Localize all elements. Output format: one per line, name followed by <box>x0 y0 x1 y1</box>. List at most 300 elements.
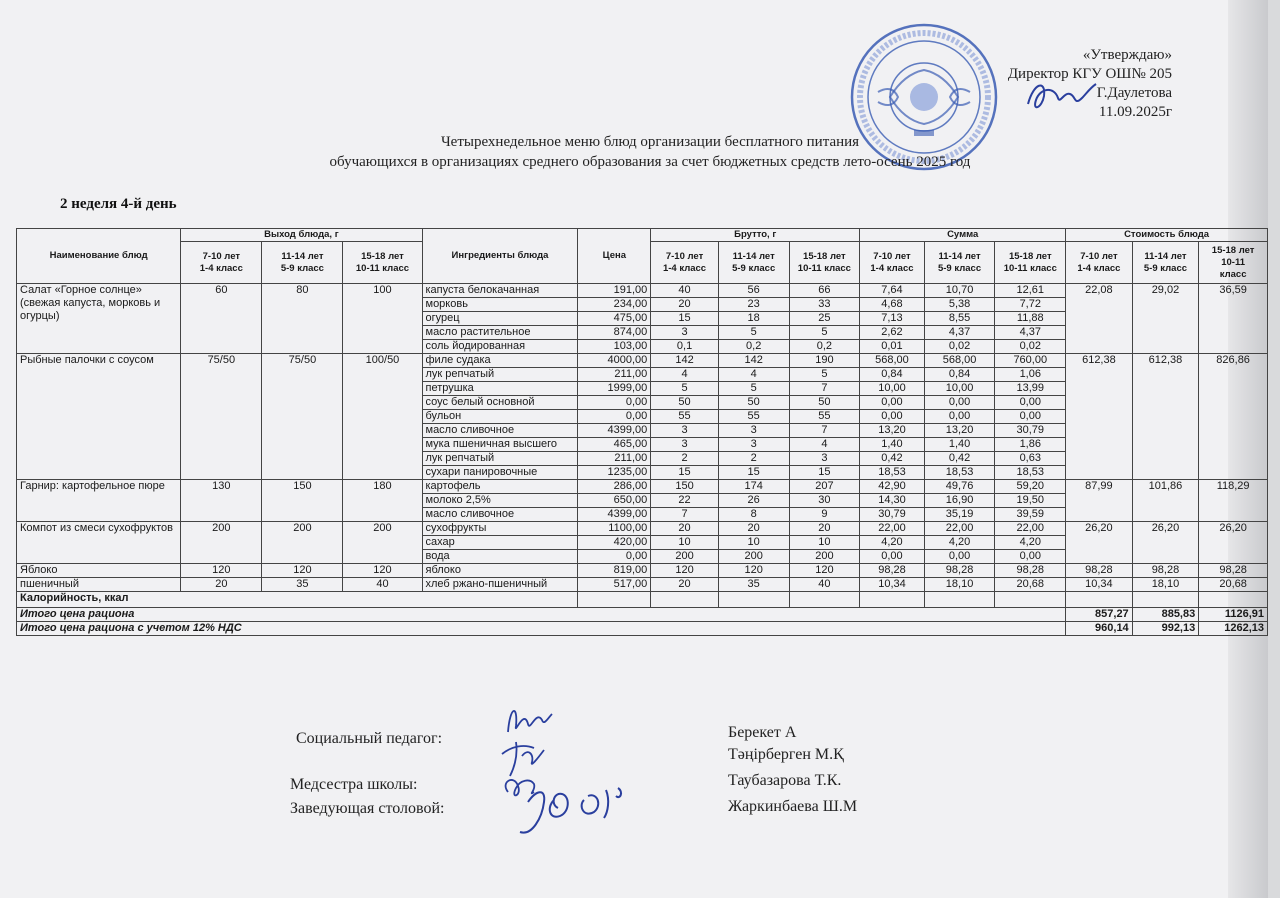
age-range: 11-14 лет <box>1144 250 1187 262</box>
brutto-value: 10 <box>651 536 719 550</box>
grade-range: 1-4 класс <box>199 262 243 274</box>
brutto-value: 0,2 <box>718 340 789 354</box>
age-range: 7-10 лет <box>202 250 241 262</box>
empty-cell <box>789 592 860 608</box>
brutto-value: 26 <box>718 494 789 508</box>
sum-value: 12,61 <box>995 284 1066 298</box>
total-vat-row-value: 992,13 <box>1132 622 1199 636</box>
brutto-value: 3 <box>718 438 789 452</box>
grade-range: 1-4 класс <box>870 262 914 274</box>
dish-cost: 98,28 <box>1132 564 1199 578</box>
ingredient-price: 103,00 <box>578 340 651 354</box>
total-row-value: 857,27 <box>1066 608 1133 622</box>
sum-value: 35,19 <box>924 508 995 522</box>
table-body <box>17 284 1268 636</box>
brutto-value: 120 <box>718 564 789 578</box>
sum-value: 5,38 <box>924 298 995 312</box>
sum-value: 22,00 <box>995 522 1066 536</box>
canteen-head-name: Жаркинбаева Ш.М <box>728 798 858 815</box>
dish-cost: 98,28 <box>1199 564 1268 578</box>
sum-value: 19,50 <box>995 494 1066 508</box>
dish-output: 180 <box>343 480 422 522</box>
empty-cell <box>860 592 924 608</box>
ingredient-name: хлеб ржано-пшеничный <box>422 578 578 592</box>
grade-range: 10-11 <box>1221 256 1245 268</box>
sum-value: 0,00 <box>924 410 995 424</box>
sum-value: 13,20 <box>924 424 995 438</box>
sum-value: 49,76 <box>924 480 995 494</box>
age-range: 11-14 лет <box>281 250 324 262</box>
ingredient-name: картофель <box>422 480 578 494</box>
table-header <box>17 229 1268 284</box>
dish-cost: 22,08 <box>1066 284 1133 354</box>
ingredient-price: 234,00 <box>578 298 651 312</box>
grade-range: 5-9 класс <box>937 262 982 274</box>
brutto-value: 207 <box>789 480 860 494</box>
sum-value: 0,00 <box>995 396 1066 410</box>
sum-value: 18,53 <box>995 466 1066 480</box>
sum-value: 0,63 <box>995 452 1066 466</box>
sum-value: 13,20 <box>860 424 924 438</box>
ingredient-price: 1100,00 <box>578 522 651 536</box>
dish-name: Рыбные палочки с соусом <box>17 354 181 480</box>
brutto-value: 50 <box>789 396 860 410</box>
total-row <box>17 608 1268 622</box>
sum-value: 4,37 <box>995 326 1066 340</box>
social-pedagogue-name-1: Берекет А <box>728 724 797 741</box>
age-range: 15-18 лет <box>1211 244 1255 256</box>
sum-value: 0,00 <box>860 396 924 410</box>
output-age-15-18-header <box>343 242 422 284</box>
sum-value: 0,00 <box>860 410 924 424</box>
output-age-11-14-header <box>262 242 343 284</box>
sum-value: 98,28 <box>860 564 924 578</box>
sum-age-7-10-header <box>860 242 924 284</box>
sum-value: 39,59 <box>995 508 1066 522</box>
ingredient-name: бульон <box>422 410 578 424</box>
approval-line-2: Директор КГУ ОШ№ 205 <box>1007 66 1172 82</box>
grade-range: 5-9 класс <box>1143 262 1188 274</box>
dish-output: 75/50 <box>181 354 262 480</box>
header-ingredients: Ингредиенты блюда <box>422 229 578 284</box>
brutto-value: 50 <box>718 396 789 410</box>
empty-cell <box>1066 592 1133 608</box>
sum-value: 1,40 <box>860 438 924 452</box>
brutto-value: 5 <box>789 368 860 382</box>
age-range: 7-10 лет <box>665 250 704 262</box>
header-price: Цена <box>578 229 651 284</box>
ingredient-name: соус белый основной <box>422 396 578 410</box>
brutto-value: 3 <box>651 424 719 438</box>
brutto-value: 40 <box>651 284 719 298</box>
sum-value: 0,00 <box>924 550 995 564</box>
dish-cost: 10,34 <box>1066 578 1133 592</box>
sum-value: 4,68 <box>860 298 924 312</box>
day-label: 2 неделя 4-й день <box>60 196 177 212</box>
ingredient-price: 211,00 <box>578 452 651 466</box>
total-row-value: 1126,91 <box>1199 608 1268 622</box>
brutto-value: 7 <box>789 424 860 438</box>
grade-range: 10-11 класс <box>797 262 851 274</box>
table-row <box>17 354 1268 368</box>
dish-output: 130 <box>181 480 262 522</box>
dish-output: 120 <box>262 564 343 578</box>
nurse-role: Медсестра школы: <box>290 776 418 793</box>
brutto-value: 142 <box>651 354 719 368</box>
dish-output: 40 <box>343 578 422 592</box>
brutto-value: 30 <box>789 494 860 508</box>
empty-cell <box>995 592 1066 608</box>
dish-output: 100 <box>343 284 422 354</box>
ingredient-price: 1235,00 <box>578 466 651 480</box>
director-signature <box>1024 74 1100 118</box>
ingredient-name: сахар <box>422 536 578 550</box>
ingredient-name: вода <box>422 550 578 564</box>
ingredient-price: 819,00 <box>578 564 651 578</box>
table-row <box>17 480 1268 494</box>
age-range: 7-10 лет <box>873 250 911 262</box>
header-brutto: Брутто, г <box>651 229 860 242</box>
ingredient-price: 4000,00 <box>578 354 651 368</box>
brutto-age-7-10-header <box>651 242 719 284</box>
ingredient-name: мука пшеничная высшего <box>422 438 578 452</box>
brutto-value: 2 <box>651 452 719 466</box>
ingredient-name: масло сливочное <box>422 508 578 522</box>
sum-value: 0,02 <box>995 340 1066 354</box>
sum-value: 10,70 <box>924 284 995 298</box>
sum-value: 98,28 <box>924 564 995 578</box>
table-row <box>17 564 1268 578</box>
ingredient-name: лук репчатый <box>422 368 578 382</box>
brutto-value: 50 <box>651 396 719 410</box>
sum-value: 30,79 <box>860 508 924 522</box>
brutto-value: 15 <box>718 466 789 480</box>
dish-cost: 101,86 <box>1132 480 1199 522</box>
brutto-value: 0,2 <box>789 340 860 354</box>
sum-value: 7,13 <box>860 312 924 326</box>
sum-value: 14,30 <box>860 494 924 508</box>
dish-output: 20 <box>181 578 262 592</box>
brutto-value: 10 <box>789 536 860 550</box>
dish-cost: 26,20 <box>1199 522 1268 564</box>
brutto-value: 3 <box>651 326 719 340</box>
dish-cost: 826,86 <box>1199 354 1268 480</box>
brutto-value: 142 <box>718 354 789 368</box>
empty-cell <box>924 592 995 608</box>
dish-output: 75/50 <box>262 354 343 480</box>
dish-name: Салат «Горное солнце» (свежая капуста, морковь и огурцы) <box>17 284 181 354</box>
dish-output: 200 <box>262 522 343 564</box>
grade-range: 10-11 класс <box>355 262 410 274</box>
brutto-value: 20 <box>651 298 719 312</box>
brutto-value: 200 <box>789 550 860 564</box>
total-vat-row-value: 960,14 <box>1066 622 1133 636</box>
sum-value: 22,00 <box>924 522 995 536</box>
total-vat-row <box>17 622 1268 636</box>
dish-name: Гарнир: картофельное пюре <box>17 480 181 522</box>
dish-output: 200 <box>181 522 262 564</box>
brutto-value: 20 <box>789 522 860 536</box>
table-row <box>17 284 1268 298</box>
dish-cost: 98,28 <box>1066 564 1133 578</box>
brutto-age-15-18-header <box>789 242 860 284</box>
total-row-label: Итого цена рациона <box>17 608 1066 622</box>
ingredient-price: 4399,00 <box>578 508 651 522</box>
empty-cell <box>578 592 651 608</box>
ingredient-price: 0,00 <box>578 396 651 410</box>
social-pedagogue-name-2: Тәңірберген М.Қ <box>728 746 844 763</box>
sum-value: 0,84 <box>924 368 995 382</box>
brutto-value: 4 <box>718 368 789 382</box>
ingredient-name: огурец <box>422 312 578 326</box>
brutto-value: 3 <box>718 424 789 438</box>
title-line-2: обучающихся в организациях среднего образования за счет бюджетных средств лето-осень 2025 год <box>329 154 971 170</box>
ingredient-name: морковь <box>422 298 578 312</box>
age-range: 15-18 лет <box>803 250 846 262</box>
age-range: 11-14 лет <box>938 250 981 262</box>
staff-signatures <box>488 696 658 846</box>
sum-age-15-18-header <box>995 242 1066 284</box>
sum-value: 0,00 <box>995 410 1066 424</box>
brutto-value: 200 <box>718 550 789 564</box>
sum-value: 0,42 <box>924 452 995 466</box>
menu-table <box>16 228 1268 636</box>
brutto-value: 25 <box>789 312 860 326</box>
ingredient-name: сухофрукты <box>422 522 578 536</box>
social-pedagogue-role: Социальный педагог: <box>296 730 443 747</box>
sum-value: 0,01 <box>860 340 924 354</box>
brutto-value: 20 <box>651 578 719 592</box>
age-range: 15-18 лет <box>361 250 404 262</box>
calories-row <box>17 592 1268 608</box>
sum-value: 8,55 <box>924 312 995 326</box>
dish-cost: 612,38 <box>1132 354 1199 480</box>
ingredient-price: 4399,00 <box>578 424 651 438</box>
dish-output: 120 <box>343 564 422 578</box>
sum-value: 10,00 <box>924 382 995 396</box>
sum-value: 0,42 <box>860 452 924 466</box>
brutto-value: 2 <box>718 452 789 466</box>
sum-value: 20,68 <box>995 578 1066 592</box>
dish-output: 100/50 <box>343 354 422 480</box>
brutto-value: 4 <box>651 368 719 382</box>
document-title <box>250 132 1050 172</box>
grade-range: 5-9 класс <box>732 262 776 274</box>
brutto-value: 174 <box>718 480 789 494</box>
sum-value: 4,20 <box>995 536 1066 550</box>
total-row-value: 885,83 <box>1132 608 1199 622</box>
dish-output: 60 <box>181 284 262 354</box>
brutto-value: 120 <box>789 564 860 578</box>
brutto-value: 5 <box>789 326 860 340</box>
cost-age-7-10-header <box>1066 242 1133 284</box>
brutto-value: 3 <box>789 452 860 466</box>
sum-value: 10,34 <box>860 578 924 592</box>
ingredient-name: масло растительное <box>422 326 578 340</box>
sum-value: 760,00 <box>995 354 1066 368</box>
sum-value: 18,10 <box>924 578 995 592</box>
brutto-value: 33 <box>789 298 860 312</box>
brutto-value: 66 <box>789 284 860 298</box>
brutto-value: 7 <box>789 382 860 396</box>
ingredient-price: 0,00 <box>578 550 651 564</box>
sum-value: 7,64 <box>860 284 924 298</box>
table-row <box>17 522 1268 536</box>
sum-value: 30,79 <box>995 424 1066 438</box>
sum-value: 42,90 <box>860 480 924 494</box>
brutto-value: 120 <box>651 564 719 578</box>
brutto-value: 9 <box>789 508 860 522</box>
grade-suffix: класс <box>1219 268 1247 280</box>
dish-cost: 612,38 <box>1066 354 1133 480</box>
sum-value: 0,02 <box>924 340 995 354</box>
ingredient-price: 211,00 <box>578 368 651 382</box>
brutto-value: 56 <box>718 284 789 298</box>
grade-range: 5-9 класс <box>280 262 324 274</box>
ingredient-name: яблоко <box>422 564 578 578</box>
brutto-value: 35 <box>718 578 789 592</box>
empty-cell <box>651 592 719 608</box>
brutto-value: 190 <box>789 354 860 368</box>
ingredient-name: молоко 2,5% <box>422 494 578 508</box>
brutto-value: 5 <box>718 382 789 396</box>
brutto-value: 5 <box>718 326 789 340</box>
sum-value: 568,00 <box>924 354 995 368</box>
age-range: 11-14 лет <box>732 250 775 262</box>
brutto-value: 55 <box>718 410 789 424</box>
brutto-age-11-14-header <box>718 242 789 284</box>
brutto-value: 18 <box>718 312 789 326</box>
dish-cost: 87,99 <box>1066 480 1133 522</box>
sum-value: 1,86 <box>995 438 1066 452</box>
ingredient-price: 465,00 <box>578 438 651 452</box>
brutto-value: 22 <box>651 494 719 508</box>
grade-range: 10-11 класс <box>1003 262 1057 274</box>
brutto-value: 15 <box>651 312 719 326</box>
sum-value: 98,28 <box>995 564 1066 578</box>
nurse-name: Таубазарова Т.К. <box>728 772 842 789</box>
dish-cost: 20,68 <box>1199 578 1268 592</box>
ingredient-name: сухари панировочные <box>422 466 578 480</box>
sum-value: 16,90 <box>924 494 995 508</box>
dish-name: Компот из смеси сухофруктов <box>17 522 181 564</box>
ingredient-price: 517,00 <box>578 578 651 592</box>
ingredient-price: 191,00 <box>578 284 651 298</box>
header-sum: Сумма <box>860 229 1066 242</box>
dish-output: 80 <box>262 284 343 354</box>
age-range: 7-10 лет <box>1080 250 1118 262</box>
header-dish: Наименование блюд <box>17 229 181 284</box>
sum-value: 4,37 <box>924 326 995 340</box>
table-row <box>17 578 1268 592</box>
dish-cost: 26,20 <box>1132 522 1199 564</box>
dish-output: 35 <box>262 578 343 592</box>
brutto-value: 4 <box>789 438 860 452</box>
empty-cell <box>1199 592 1268 608</box>
dish-output: 150 <box>262 480 343 522</box>
approval-line-4: 11.09.2025г <box>1098 104 1172 120</box>
brutto-value: 55 <box>651 410 719 424</box>
sum-value: 0,00 <box>924 396 995 410</box>
brutto-value: 0,1 <box>651 340 719 354</box>
sum-value: 7,72 <box>995 298 1066 312</box>
brutto-value: 8 <box>718 508 789 522</box>
approval-line-3: Г.Даулетова <box>1096 85 1172 101</box>
ingredient-name: масло сливочное <box>422 424 578 438</box>
header-output: Выход блюда, г <box>181 229 422 242</box>
brutto-value: 7 <box>651 508 719 522</box>
ingredient-price: 650,00 <box>578 494 651 508</box>
sum-value: 0,00 <box>860 550 924 564</box>
canteen-head-role: Заведующая столовой: <box>290 800 445 817</box>
ingredient-price: 286,00 <box>578 480 651 494</box>
dish-cost: 36,59 <box>1199 284 1268 354</box>
sum-value: 59,20 <box>995 480 1066 494</box>
brutto-value: 150 <box>651 480 719 494</box>
sum-value: 22,00 <box>860 522 924 536</box>
brutto-value: 15 <box>789 466 860 480</box>
sum-value: 11,88 <box>995 312 1066 326</box>
grade-range: 1-4 класс <box>662 262 707 274</box>
empty-cell <box>718 592 789 608</box>
dish-name: Яблоко <box>17 564 181 578</box>
sum-value: 4,20 <box>860 536 924 550</box>
ingredient-price: 874,00 <box>578 326 651 340</box>
brutto-value: 20 <box>718 522 789 536</box>
ingredient-name: петрушка <box>422 382 578 396</box>
dish-cost: 118,29 <box>1199 480 1268 522</box>
grade-range: 1-4 класс <box>1077 262 1121 274</box>
ingredient-name: соль йодированная <box>422 340 578 354</box>
brutto-value: 20 <box>651 522 719 536</box>
sum-value: 13,99 <box>995 382 1066 396</box>
ingredient-price: 475,00 <box>578 312 651 326</box>
ingredient-price: 420,00 <box>578 536 651 550</box>
brutto-value: 23 <box>718 298 789 312</box>
header-cost: Стоимость блюда <box>1066 229 1268 242</box>
dish-name: пшеничный <box>17 578 181 592</box>
ingredient-price: 1999,00 <box>578 382 651 396</box>
dish-cost: 29,02 <box>1132 284 1199 354</box>
ingredient-name: филе судака <box>422 354 578 368</box>
total-vat-row-value: 1262,13 <box>1199 622 1268 636</box>
sum-value: 2,62 <box>860 326 924 340</box>
brutto-value: 10 <box>718 536 789 550</box>
sum-value: 568,00 <box>860 354 924 368</box>
sum-value: 4,20 <box>924 536 995 550</box>
brutto-value: 200 <box>651 550 719 564</box>
sum-value: 1,40 <box>924 438 995 452</box>
dish-cost: 26,20 <box>1066 522 1133 564</box>
dish-output: 200 <box>343 522 422 564</box>
cost-age-11-14-header <box>1132 242 1199 284</box>
sum-age-11-14-header <box>924 242 995 284</box>
sum-value: 0,00 <box>995 550 1066 564</box>
empty-cell <box>1132 592 1199 608</box>
brutto-value: 40 <box>789 578 860 592</box>
total-vat-row-label: Итого цена рациона с учетом 12% НДС <box>17 622 1066 636</box>
dish-output: 120 <box>181 564 262 578</box>
approval-line-1: «Утверждаю» <box>1082 47 1172 63</box>
sum-value: 0,84 <box>860 368 924 382</box>
ingredient-name: лук репчатый <box>422 452 578 466</box>
sum-value: 10,00 <box>860 382 924 396</box>
title-line-1: Четырехнедельное меню блюд организации бесплатного питания <box>440 134 860 150</box>
calories-label: Калорийность, ккал <box>17 592 578 608</box>
dish-cost: 18,10 <box>1132 578 1199 592</box>
cost-age-15-18-header <box>1199 242 1268 284</box>
brutto-value: 55 <box>789 410 860 424</box>
